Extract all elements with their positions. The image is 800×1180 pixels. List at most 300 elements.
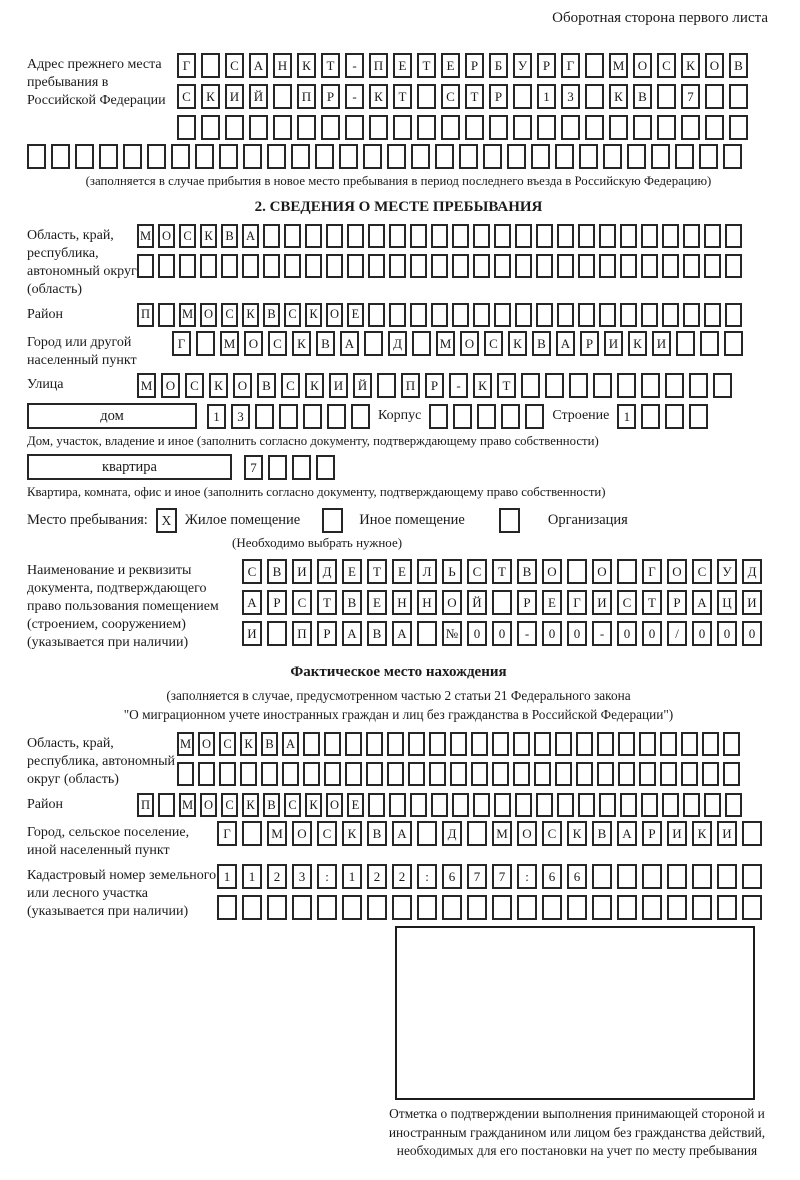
char-box[interactable]: В: [261, 732, 278, 756]
char-box[interactable]: [494, 224, 511, 248]
char-box[interactable]: [389, 254, 406, 278]
char-box[interactable]: [725, 224, 742, 248]
char-box[interactable]: С: [268, 331, 287, 356]
char-box[interactable]: [729, 115, 748, 140]
char-box[interactable]: Р: [537, 53, 556, 78]
char-box[interactable]: [627, 144, 646, 169]
char-box[interactable]: 3: [231, 404, 250, 429]
char-box[interactable]: [326, 254, 343, 278]
char-box[interactable]: [557, 254, 574, 278]
char-box[interactable]: [717, 864, 737, 889]
char-box[interactable]: [389, 303, 406, 327]
char-box[interactable]: В: [267, 559, 287, 584]
char-box[interactable]: [492, 590, 512, 615]
char-box[interactable]: [200, 254, 217, 278]
char-box[interactable]: [345, 115, 364, 140]
char-box[interactable]: С: [617, 590, 637, 615]
char-box[interactable]: [392, 895, 412, 920]
char-box[interactable]: А: [556, 331, 575, 356]
char-box[interactable]: [617, 559, 637, 584]
char-box[interactable]: Н: [417, 590, 437, 615]
char-box[interactable]: [315, 144, 334, 169]
char-box[interactable]: [196, 331, 215, 356]
char-box[interactable]: О: [326, 793, 343, 817]
char-box[interactable]: М: [137, 224, 154, 248]
char-box[interactable]: 1: [207, 404, 226, 429]
char-box[interactable]: [609, 115, 628, 140]
char-box[interactable]: [585, 115, 604, 140]
dom-type-box[interactable]: дом: [27, 403, 197, 429]
char-box[interactable]: [429, 732, 446, 756]
char-box[interactable]: [473, 254, 490, 278]
char-box[interactable]: Р: [489, 84, 508, 109]
char-box[interactable]: Р: [465, 53, 484, 78]
char-box[interactable]: [195, 144, 214, 169]
char-box[interactable]: [240, 762, 257, 786]
char-box[interactable]: [410, 254, 427, 278]
char-box[interactable]: [492, 762, 509, 786]
char-box[interactable]: [729, 84, 748, 109]
char-box[interactable]: О: [158, 224, 175, 248]
char-box[interactable]: [536, 224, 553, 248]
char-box[interactable]: 7: [244, 455, 263, 480]
char-box[interactable]: С: [692, 559, 712, 584]
char-box[interactable]: 0: [692, 621, 712, 646]
char-box[interactable]: А: [242, 590, 262, 615]
char-box[interactable]: [305, 254, 322, 278]
char-box[interactable]: У: [513, 53, 532, 78]
char-box[interactable]: 2: [367, 864, 387, 889]
checkbox-organizatsiya[interactable]: [499, 508, 520, 533]
char-box[interactable]: [303, 762, 320, 786]
char-box[interactable]: Е: [347, 303, 364, 327]
char-box[interactable]: Н: [392, 590, 412, 615]
char-box[interactable]: С: [542, 821, 562, 846]
char-box[interactable]: В: [367, 821, 387, 846]
char-box[interactable]: [599, 303, 616, 327]
char-box[interactable]: [450, 732, 467, 756]
char-box[interactable]: -: [517, 621, 537, 646]
char-box[interactable]: [368, 254, 385, 278]
char-box[interactable]: [242, 821, 262, 846]
char-box[interactable]: 7: [467, 864, 487, 889]
char-box[interactable]: А: [692, 590, 712, 615]
char-box[interactable]: [267, 621, 287, 646]
char-box[interactable]: [366, 762, 383, 786]
char-box[interactable]: С: [185, 373, 204, 398]
char-box[interactable]: Т: [465, 84, 484, 109]
char-box[interactable]: В: [221, 224, 238, 248]
char-box[interactable]: [303, 732, 320, 756]
char-box[interactable]: Й: [467, 590, 487, 615]
char-box[interactable]: А: [340, 331, 359, 356]
char-box[interactable]: И: [242, 621, 262, 646]
char-box[interactable]: [618, 762, 635, 786]
char-box[interactable]: [242, 254, 259, 278]
char-box[interactable]: [641, 224, 658, 248]
char-box[interactable]: [389, 793, 406, 817]
char-box[interactable]: [513, 732, 530, 756]
char-box[interactable]: [225, 115, 244, 140]
char-box[interactable]: Т: [492, 559, 512, 584]
char-box[interactable]: [592, 864, 612, 889]
char-box[interactable]: К: [201, 84, 220, 109]
char-box[interactable]: -: [345, 84, 364, 109]
char-box[interactable]: [147, 144, 166, 169]
char-box[interactable]: [597, 762, 614, 786]
char-box[interactable]: 1: [342, 864, 362, 889]
char-box[interactable]: [366, 732, 383, 756]
char-box[interactable]: М: [492, 821, 512, 846]
char-box[interactable]: Е: [441, 53, 460, 78]
char-box[interactable]: [267, 895, 287, 920]
char-box[interactable]: В: [592, 821, 612, 846]
char-box[interactable]: [515, 224, 532, 248]
char-box[interactable]: Е: [347, 793, 364, 817]
char-box[interactable]: 0: [542, 621, 562, 646]
char-box[interactable]: К: [473, 373, 492, 398]
char-box[interactable]: [263, 224, 280, 248]
char-box[interactable]: 6: [542, 864, 562, 889]
char-box[interactable]: [576, 762, 593, 786]
kvartira-type-box[interactable]: квартира: [27, 454, 232, 480]
char-box[interactable]: В: [263, 793, 280, 817]
char-box[interactable]: В: [532, 331, 551, 356]
char-box[interactable]: [367, 895, 387, 920]
char-box[interactable]: [410, 793, 427, 817]
char-box[interactable]: [411, 144, 430, 169]
char-box[interactable]: 0: [717, 621, 737, 646]
char-box[interactable]: О: [442, 590, 462, 615]
char-box[interactable]: [725, 793, 742, 817]
char-box[interactable]: О: [460, 331, 479, 356]
char-box[interactable]: [368, 793, 385, 817]
char-box[interactable]: [450, 762, 467, 786]
char-box[interactable]: -: [592, 621, 612, 646]
char-box[interactable]: С: [177, 84, 196, 109]
char-box[interactable]: [339, 144, 358, 169]
char-box[interactable]: [599, 793, 616, 817]
char-box[interactable]: [387, 762, 404, 786]
char-box[interactable]: [27, 144, 46, 169]
char-box[interactable]: Е: [392, 559, 412, 584]
char-box[interactable]: [393, 115, 412, 140]
char-box[interactable]: [452, 793, 469, 817]
char-box[interactable]: [641, 303, 658, 327]
char-box[interactable]: [412, 331, 431, 356]
char-box[interactable]: 7: [492, 864, 512, 889]
char-box[interactable]: [705, 84, 724, 109]
char-box[interactable]: [429, 762, 446, 786]
char-box[interactable]: [657, 115, 676, 140]
char-box[interactable]: [683, 254, 700, 278]
char-box[interactable]: [620, 254, 637, 278]
char-box[interactable]: [431, 303, 448, 327]
char-box[interactable]: [742, 864, 762, 889]
char-box[interactable]: :: [417, 864, 437, 889]
char-box[interactable]: П: [369, 53, 388, 78]
char-box[interactable]: А: [242, 224, 259, 248]
char-box[interactable]: [284, 254, 301, 278]
char-box[interactable]: [408, 762, 425, 786]
char-box[interactable]: 6: [567, 864, 587, 889]
char-box[interactable]: С: [225, 53, 244, 78]
char-box[interactable]: [702, 762, 719, 786]
char-box[interactable]: К: [200, 224, 217, 248]
char-box[interactable]: С: [179, 224, 196, 248]
char-box[interactable]: [569, 373, 588, 398]
char-box[interactable]: [316, 455, 335, 480]
char-box[interactable]: [578, 254, 595, 278]
char-box[interactable]: [273, 115, 292, 140]
char-box[interactable]: [555, 144, 574, 169]
char-box[interactable]: [347, 224, 364, 248]
char-box[interactable]: /: [667, 621, 687, 646]
char-box[interactable]: [660, 762, 677, 786]
char-box[interactable]: [513, 115, 532, 140]
char-box[interactable]: [268, 455, 287, 480]
char-box[interactable]: [557, 224, 574, 248]
char-box[interactable]: [578, 303, 595, 327]
char-box[interactable]: О: [326, 303, 343, 327]
char-box[interactable]: С: [281, 373, 300, 398]
char-box[interactable]: 0: [492, 621, 512, 646]
char-box[interactable]: [377, 373, 396, 398]
char-box[interactable]: [452, 224, 469, 248]
char-box[interactable]: [567, 559, 587, 584]
char-box[interactable]: [368, 303, 385, 327]
char-box[interactable]: Д: [317, 559, 337, 584]
char-box[interactable]: [408, 732, 425, 756]
char-box[interactable]: [221, 254, 238, 278]
char-box[interactable]: О: [633, 53, 652, 78]
char-box[interactable]: Й: [249, 84, 268, 109]
char-box[interactable]: [431, 254, 448, 278]
char-box[interactable]: К: [292, 331, 311, 356]
char-box[interactable]: Р: [517, 590, 537, 615]
char-box[interactable]: [555, 762, 572, 786]
char-box[interactable]: В: [263, 303, 280, 327]
char-box[interactable]: [665, 373, 684, 398]
char-box[interactable]: [261, 762, 278, 786]
char-box[interactable]: [292, 895, 312, 920]
char-box[interactable]: [369, 115, 388, 140]
char-box[interactable]: К: [567, 821, 587, 846]
char-box[interactable]: О: [200, 303, 217, 327]
char-box[interactable]: [473, 793, 490, 817]
char-box[interactable]: [123, 144, 142, 169]
char-box[interactable]: [620, 793, 637, 817]
char-box[interactable]: Г: [567, 590, 587, 615]
char-box[interactable]: Т: [417, 53, 436, 78]
char-box[interactable]: [723, 144, 742, 169]
char-box[interactable]: 3: [561, 84, 580, 109]
char-box[interactable]: [263, 254, 280, 278]
char-box[interactable]: [99, 144, 118, 169]
char-box[interactable]: Р: [580, 331, 599, 356]
char-box[interactable]: [255, 404, 274, 429]
char-box[interactable]: [442, 895, 462, 920]
char-box[interactable]: [513, 762, 530, 786]
char-box[interactable]: М: [220, 331, 239, 356]
char-box[interactable]: [641, 404, 660, 429]
char-box[interactable]: 2: [267, 864, 287, 889]
char-box[interactable]: [585, 53, 604, 78]
char-box[interactable]: [364, 331, 383, 356]
char-box[interactable]: И: [292, 559, 312, 584]
char-box[interactable]: [576, 732, 593, 756]
char-box[interactable]: Р: [425, 373, 444, 398]
char-box[interactable]: [324, 762, 341, 786]
char-box[interactable]: А: [342, 621, 362, 646]
char-box[interactable]: [368, 224, 385, 248]
char-box[interactable]: [324, 732, 341, 756]
char-box[interactable]: Н: [273, 53, 292, 78]
char-box[interactable]: [641, 373, 660, 398]
char-box[interactable]: [578, 224, 595, 248]
char-box[interactable]: [494, 303, 511, 327]
char-box[interactable]: Р: [321, 84, 340, 109]
char-box[interactable]: Е: [393, 53, 412, 78]
char-box[interactable]: [467, 895, 487, 920]
char-box[interactable]: [662, 303, 679, 327]
char-box[interactable]: [665, 404, 684, 429]
char-box[interactable]: [282, 762, 299, 786]
char-box[interactable]: С: [242, 559, 262, 584]
char-box[interactable]: [681, 732, 698, 756]
char-box[interactable]: Г: [642, 559, 662, 584]
char-box[interactable]: [700, 331, 719, 356]
char-box[interactable]: [201, 53, 220, 78]
char-box[interactable]: [579, 144, 598, 169]
char-box[interactable]: [417, 115, 436, 140]
char-box[interactable]: К: [242, 793, 259, 817]
char-box[interactable]: В: [257, 373, 276, 398]
char-box[interactable]: [431, 224, 448, 248]
char-box[interactable]: 1: [242, 864, 262, 889]
char-box[interactable]: :: [517, 864, 537, 889]
char-box[interactable]: В: [367, 621, 387, 646]
char-box[interactable]: В: [729, 53, 748, 78]
char-box[interactable]: Т: [393, 84, 412, 109]
char-box[interactable]: Л: [417, 559, 437, 584]
char-box[interactable]: К: [305, 793, 322, 817]
char-box[interactable]: И: [592, 590, 612, 615]
char-box[interactable]: [651, 144, 670, 169]
char-box[interactable]: [617, 373, 636, 398]
char-box[interactable]: [217, 895, 237, 920]
char-box[interactable]: Т: [321, 53, 340, 78]
char-box[interactable]: С: [221, 303, 238, 327]
char-box[interactable]: [603, 144, 622, 169]
char-box[interactable]: [417, 621, 437, 646]
char-box[interactable]: [513, 84, 532, 109]
char-box[interactable]: 2: [392, 864, 412, 889]
char-box[interactable]: И: [742, 590, 762, 615]
char-box[interactable]: [494, 254, 511, 278]
char-box[interactable]: [517, 895, 537, 920]
char-box[interactable]: [342, 895, 362, 920]
char-box[interactable]: 0: [617, 621, 637, 646]
checkbox-inoe[interactable]: [322, 508, 343, 533]
char-box[interactable]: [515, 303, 532, 327]
char-box[interactable]: [459, 144, 478, 169]
char-box[interactable]: -: [345, 53, 364, 78]
char-box[interactable]: [702, 732, 719, 756]
char-box[interactable]: [657, 84, 676, 109]
char-box[interactable]: [681, 115, 700, 140]
char-box[interactable]: К: [342, 821, 362, 846]
char-box[interactable]: [327, 404, 346, 429]
char-box[interactable]: Ь: [442, 559, 462, 584]
char-box[interactable]: А: [617, 821, 637, 846]
char-box[interactable]: [617, 864, 637, 889]
char-box[interactable]: [158, 254, 175, 278]
char-box[interactable]: [326, 224, 343, 248]
char-box[interactable]: [642, 895, 662, 920]
char-box[interactable]: [713, 373, 732, 398]
char-box[interactable]: [699, 144, 718, 169]
char-box[interactable]: О: [244, 331, 263, 356]
char-box[interactable]: Ц: [717, 590, 737, 615]
char-box[interactable]: [347, 254, 364, 278]
char-box[interactable]: К: [692, 821, 712, 846]
char-box[interactable]: С: [441, 84, 460, 109]
char-box[interactable]: П: [401, 373, 420, 398]
char-box[interactable]: [692, 895, 712, 920]
char-box[interactable]: [724, 331, 743, 356]
char-box[interactable]: А: [392, 821, 412, 846]
char-box[interactable]: [158, 303, 175, 327]
char-box[interactable]: [477, 404, 496, 429]
char-box[interactable]: [742, 895, 762, 920]
char-box[interactable]: М: [436, 331, 455, 356]
char-box[interactable]: К: [240, 732, 257, 756]
char-box[interactable]: [267, 144, 286, 169]
char-box[interactable]: [536, 254, 553, 278]
char-box[interactable]: [249, 115, 268, 140]
char-box[interactable]: [675, 144, 694, 169]
char-box[interactable]: Е: [342, 559, 362, 584]
char-box[interactable]: С: [467, 559, 487, 584]
char-box[interactable]: М: [137, 373, 156, 398]
char-box[interactable]: С: [221, 793, 238, 817]
char-box[interactable]: [389, 224, 406, 248]
char-box[interactable]: [507, 144, 526, 169]
char-box[interactable]: [618, 732, 635, 756]
char-box[interactable]: [639, 762, 656, 786]
char-box[interactable]: [410, 303, 427, 327]
char-box[interactable]: [662, 254, 679, 278]
char-box[interactable]: Б: [489, 53, 508, 78]
char-box[interactable]: Т: [317, 590, 337, 615]
char-box[interactable]: [704, 224, 721, 248]
char-box[interactable]: П: [137, 303, 154, 327]
char-box[interactable]: [683, 303, 700, 327]
char-box[interactable]: [297, 115, 316, 140]
char-box[interactable]: Р: [642, 821, 662, 846]
char-box[interactable]: 0: [567, 621, 587, 646]
char-box[interactable]: -: [449, 373, 468, 398]
char-box[interactable]: А: [249, 53, 268, 78]
char-box[interactable]: [525, 404, 544, 429]
char-box[interactable]: [642, 864, 662, 889]
char-box[interactable]: [177, 115, 196, 140]
char-box[interactable]: С: [284, 793, 301, 817]
char-box[interactable]: [75, 144, 94, 169]
char-box[interactable]: [620, 303, 637, 327]
char-box[interactable]: [51, 144, 70, 169]
